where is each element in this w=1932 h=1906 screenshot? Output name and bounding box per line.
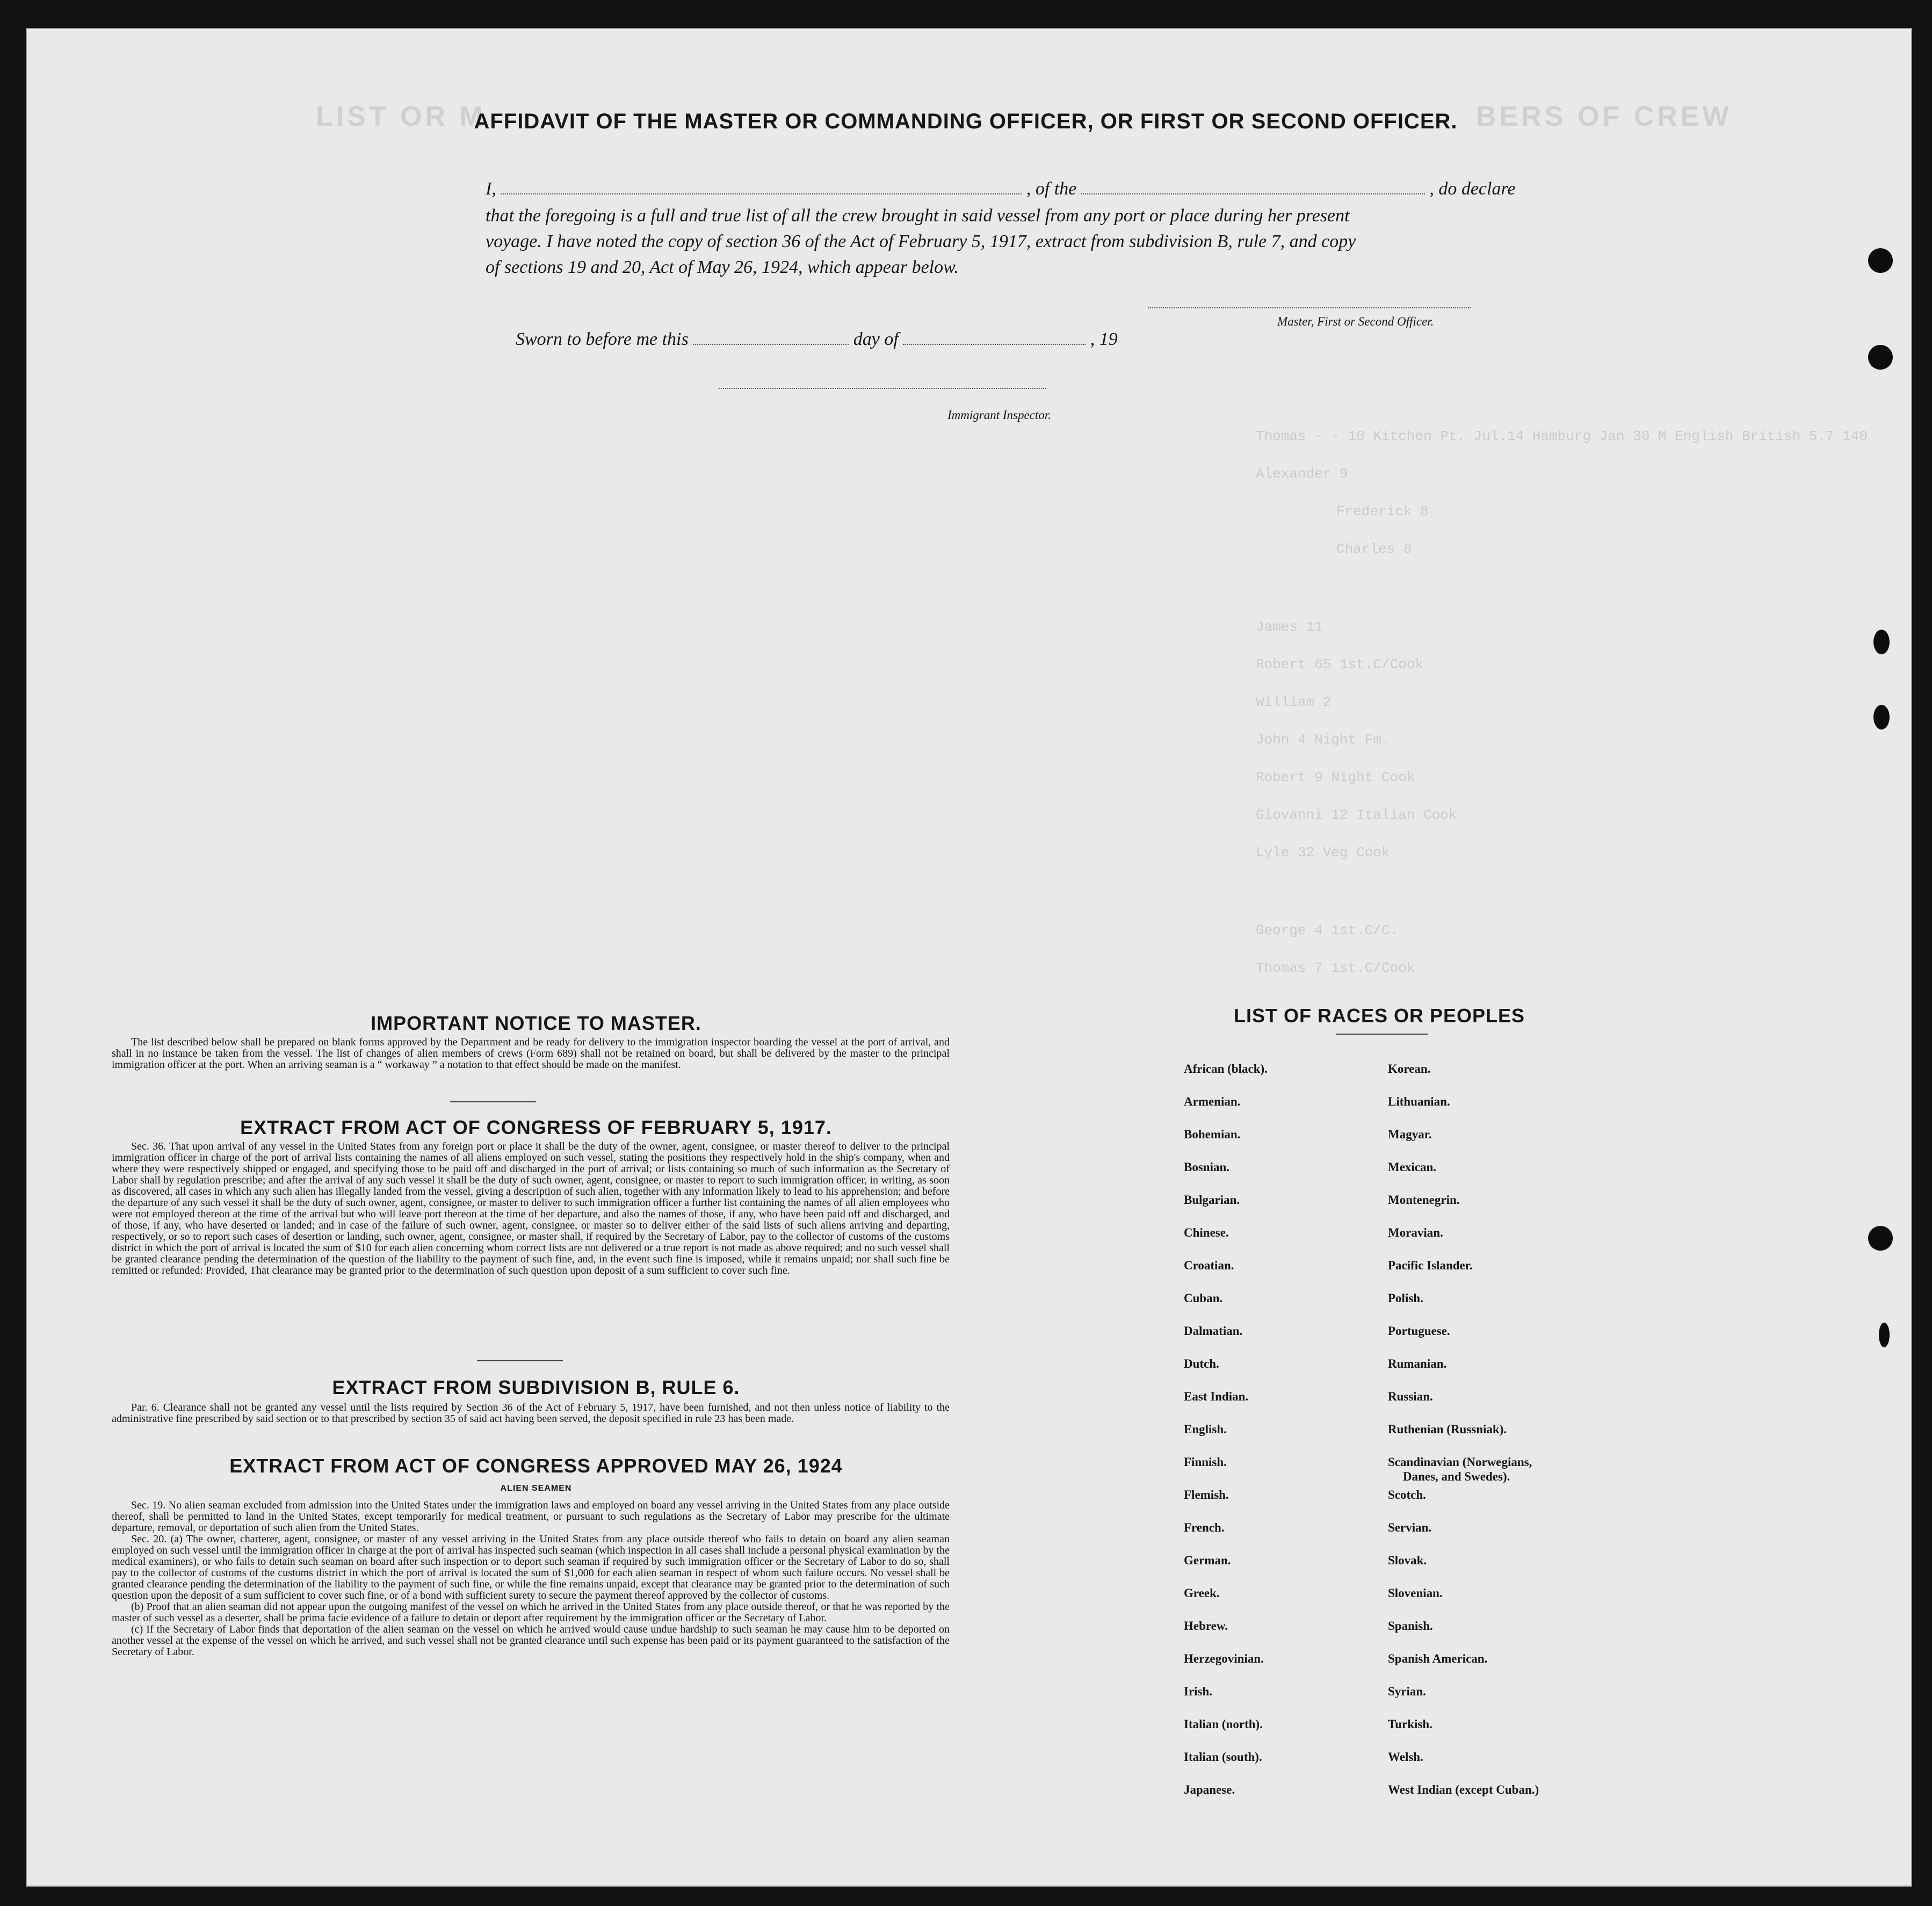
- sworn-line: [516, 329, 1118, 350]
- race-item: Scandinavian (Norwegians,: [1388, 1455, 1532, 1469]
- bleed-through-row: Giovanni 12 Italian Cook: [1256, 807, 1457, 823]
- extract-1917-paragraph: Sec. 36. That upon arrival of any vessel in the United States from any foreign port or place it shall be the duty of the owner, agent, consignee, or master thereof to deliver to the principal immigration officer in charge of the port of arrival lists containing the names of all aliens employed on such vessel, stating the positions they respectively hold in the ship's company, when and where they were respectively shipped or engaged, and specifying those to be paid off and discharged in the port of arrival; or lists containing so much of such information as the Secretary of Labor shall by regulation prescribe; and after the arrival of any such vessel it shall be the duty of such owner, agent, consignee, or master to report to such immigration officer, in writing, as soon as discovered, all cases in which any such alien has illegally landed from the vessel, giving a description of such alien, together with any information likely to lead to his apprehension; and before the departure of any such vessel it shall be the duty of such owner, agent, consignee, or master to deliver to such immigration officer a further list containing the names of all alien employees who were not employed thereon at the time of the arrival but who will leave port thereon at the time of her departure, and also the names of those, if any, who have been paid off and discharged, and of those, if any, who have deserted or landed; and in case of the failure of such owner, agent, consignee, or master so to deliver either of the said lists of such aliens arriving and departing, respectively, or so to report such cases of desertion or landing, such owner, agent, consignee, or master shall, if required by the Secretary of Labor, pay to the collector of customs of the customs district in which the port of arrival is located the sum of $10 for each alien concerning whom correct lists are not delivered or a true report is not made as above required; and no such vessel shall be granted clearance pending the determination of the question of the liability to the payment of such fine, and, in the event such fine is imposed, while it remains unpaid; nor shall such fine be remitted or refunded: Provided, That clearance may be granted prior to the determination of such question upon deposit of a sum sufficient to cover such fine.: [112, 1140, 950, 1276]
- binder-hole: [1868, 345, 1893, 370]
- bleed-through-row: Robert 9 Night Cook: [1256, 769, 1415, 785]
- extract-1917-body: [112, 1141, 950, 1276]
- race-item: Herzegovinian.: [1184, 1652, 1264, 1665]
- race-item: Dalmatian.: [1184, 1324, 1243, 1338]
- race-item: Chinese.: [1184, 1226, 1229, 1239]
- bleed-through-row: Alexander 9: [1256, 466, 1348, 482]
- race-item: Lithuanian.: [1388, 1095, 1450, 1108]
- master-signature-line[interactable]: [1148, 307, 1471, 308]
- sworn-day-blank[interactable]: [693, 329, 849, 345]
- race-item: Syrian.: [1388, 1685, 1426, 1698]
- rule6-paragraph: Par. 6. Clearance shall not be granted any vessel until the lists required by Section 36 of the Act of February 5, 1917, have been furnished, and not then unless notice of liability to the administrative fine prescribed by said section or to that prescribed by section 35 of said act having been served, the deposit specified in rule 23 has been made.: [112, 1402, 950, 1425]
- race-item: Pacific Islander.: [1388, 1259, 1473, 1272]
- bleed-through-row: Charles 8: [1336, 541, 1412, 557]
- race-item: Irish.: [1184, 1685, 1213, 1698]
- extract-1924-subtitle: ALIEN SEAMEN: [500, 1484, 572, 1493]
- affidavit-statement: [486, 203, 1538, 280]
- extract-1917-title: EXTRACT FROM ACT OF CONGRESS OF FEBRUARY 5, 1917.: [240, 1116, 832, 1138]
- race-item: Greek.: [1184, 1586, 1220, 1600]
- race-item: Croatian.: [1184, 1259, 1234, 1272]
- inspector-signature-label: Immigrant Inspector.: [947, 408, 1051, 422]
- races-title: LIST OF RACES OR PEOPLES: [1233, 1005, 1525, 1027]
- race-item: Rumanian.: [1388, 1357, 1447, 1370]
- race-item: Mexican.: [1388, 1160, 1437, 1174]
- statement-line: of sections 19 and 20, Act of May 26, 1924, which appear below.: [486, 257, 959, 277]
- declaration-i-label: I,: [486, 179, 496, 199]
- binder-hole: [1868, 1226, 1893, 1251]
- affidavit-title: AFFIDAVIT OF THE MASTER OR COMMANDING OFFICER, OR FIRST OR SECOND OFFICER.: [474, 110, 1458, 133]
- vessel-name-blank[interactable]: [1081, 178, 1425, 194]
- bleed-through-row: Lyle 32 Veg Cook: [1256, 844, 1390, 861]
- binder-hole: [1873, 630, 1890, 654]
- binder-hole: [1868, 248, 1893, 273]
- statement-line: voyage. I have noted the copy of section 36 of the Act of February 5, 1917, extract from subdivision B, rule 7, and copy: [486, 232, 1356, 251]
- notice-title: IMPORTANT NOTICE TO MASTER.: [371, 1012, 701, 1034]
- race-item: Italian (south).: [1184, 1750, 1262, 1764]
- sworn-year: , 19: [1090, 329, 1118, 349]
- extract-1924-paragraph: (c) If the Secretary of Labor finds that deportation of the alien seaman on the vessel on which he arrived would cause undue hardship to such seaman he may cause him to be deported on another vessel at the expense of the vessel on which he arrived, and such vessel shall not be granted clearance until such expense has been paid or its payment guaranteed to the satisfaction of the Secretary of Labor.: [112, 1623, 950, 1658]
- race-item: Spanish American.: [1388, 1652, 1488, 1665]
- sworn-day-of: day of: [853, 329, 899, 349]
- bleed-through-row: Thomas - - 10 Kitchen Pt. Jul.14 Hamburg Jan 30 M English British 5.7 140: [1256, 428, 1868, 444]
- race-item: Flemish.: [1184, 1488, 1229, 1501]
- race-item: Scotch.: [1388, 1488, 1426, 1501]
- declaration-of-the-label: , of the: [1026, 179, 1077, 199]
- bleed-through-row: James 11: [1256, 619, 1323, 635]
- race-item: Armenian.: [1184, 1095, 1241, 1108]
- divider: [450, 1101, 536, 1102]
- race-item: Russian.: [1388, 1390, 1433, 1403]
- rule6-title: EXTRACT FROM SUBDIVISION B, RULE 6.: [332, 1376, 740, 1398]
- race-item: Japanese.: [1184, 1783, 1235, 1796]
- bleed-through-title-right: BERS OF CREW: [1476, 101, 1732, 132]
- race-item: Spanish.: [1388, 1619, 1433, 1633]
- race-item: Welsh.: [1388, 1750, 1423, 1764]
- race-item: Danes, and Swedes).: [1403, 1470, 1510, 1483]
- bleed-through-row: William 2: [1256, 694, 1332, 710]
- divider: [1336, 1034, 1428, 1035]
- extract-1924-paragraph: (b) Proof that an alien seaman did not appear upon the outgoing manifest of the vessel on which he arrived in the United States from any place outside thereof, or that he was reported by the master of such vessel as a deserter, shall be prima facie evidence of a failure to detain or deport after requirement by the immigration officer or the Secretary of Labor.: [112, 1601, 950, 1624]
- race-item: Korean.: [1388, 1062, 1431, 1075]
- race-item: Moravian.: [1388, 1226, 1443, 1239]
- race-item: Montenegrin.: [1388, 1193, 1460, 1207]
- extract-1924-paragraph: Sec. 19. No alien seaman excluded from admission into the United States under the immigration laws and employed on board any vessel arriving in the United States from any place outside thereof, shall be permitted to land in the United States, except temporarily for medical treatment, or pursuant to such regulations as the Secretary of Labor may prescribe for the ultimate departure, removal, or deportation of such alien from the United States.: [112, 1499, 950, 1534]
- bleed-through-row: Frederick 8: [1336, 503, 1429, 519]
- race-item: Magyar.: [1388, 1128, 1432, 1141]
- race-item: Hebrew.: [1184, 1619, 1228, 1633]
- bleed-through-row: Thomas 7 1st.C/Cook: [1256, 960, 1415, 976]
- extract-1924-body: [112, 1500, 950, 1658]
- race-item: Servian.: [1388, 1521, 1432, 1534]
- sworn-prefix: Sworn to before me this: [516, 329, 689, 349]
- notice-body: [112, 1037, 950, 1071]
- race-item: Slovak.: [1388, 1554, 1427, 1567]
- declarant-name-blank[interactable]: [501, 178, 1022, 194]
- document-page: [26, 28, 1912, 1887]
- sworn-month-blank[interactable]: [903, 329, 1086, 345]
- race-item: Bohemian.: [1184, 1128, 1241, 1141]
- bleed-through-title: LIST OR M: [316, 101, 486, 132]
- race-item: Dutch.: [1184, 1357, 1219, 1370]
- race-item: English.: [1184, 1423, 1227, 1436]
- bleed-through-row: John 4 Night Fm.: [1256, 732, 1390, 748]
- master-signature-label: Master, First or Second Officer.: [1277, 315, 1434, 328]
- divider: [477, 1360, 563, 1361]
- extract-1924-title: EXTRACT FROM ACT OF CONGRESS APPROVED MAY 26, 1924: [229, 1455, 843, 1477]
- race-item: Polish.: [1388, 1291, 1423, 1305]
- race-item: Turkish.: [1388, 1717, 1432, 1731]
- declaration-line: [486, 178, 1516, 199]
- bleed-through-row: George 4 1st.C/C.: [1256, 922, 1399, 938]
- inspector-signature-line[interactable]: [719, 388, 1046, 389]
- race-item: Italian (north).: [1184, 1717, 1263, 1731]
- statement-line: that the foregoing is a full and true list of all the crew brought in said vessel from any port or place during her present: [486, 206, 1350, 226]
- declaration-do-declare-label: , do declare: [1429, 179, 1516, 199]
- race-item: Slovenian.: [1388, 1586, 1443, 1600]
- race-item: Cuban.: [1184, 1291, 1223, 1305]
- rule6-body: [112, 1402, 950, 1425]
- bleed-through-row: Robert 65 1st.C/Cook: [1256, 656, 1424, 673]
- race-item: Bulgarian.: [1184, 1193, 1240, 1207]
- race-item: Portuguese.: [1388, 1324, 1450, 1338]
- race-item: Ruthenian (Russniak).: [1388, 1423, 1507, 1436]
- race-item: Bosnian.: [1184, 1160, 1230, 1174]
- race-item: French.: [1184, 1521, 1225, 1534]
- extract-1924-paragraph: Sec. 20. (a) The owner, charterer, agent, consignee, or master of any vessel arriving in the United States from any place outside thereof who fails to detain on board any alien seaman employed on such vessel until the immigration officer in charge at the port of arrival has inspected such seaman (which inspection in all cases shall include a personal physical examination by the medical examiners), or who fails to detain such seaman on board after such inspection or to deport such seaman if required by such immigration officer or the Secretary of Labor to do so, shall pay to the collector of customs of the customs district in which the port of arrival is located the sum of $1,000 for each alien seaman in respect of whom such failure occurs. No vessel shall be granted clearance pending the determination of the liability to the payment of such fine, or while the fine remains unpaid, except that clearance may be granted prior to the determination of such question upon the deposit of a sum sufficient to cover such fine, or of a bond with sufficient surety to secure the payment thereof approved by the collector of customs.: [112, 1533, 950, 1601]
- race-item: German.: [1184, 1554, 1231, 1567]
- binder-hole: [1873, 705, 1890, 730]
- race-item: West Indian (except Cuban.): [1388, 1783, 1539, 1796]
- race-item: Finnish.: [1184, 1455, 1227, 1469]
- race-item: African (black).: [1184, 1062, 1268, 1075]
- binder-hole: [1879, 1323, 1890, 1347]
- race-item: East Indian.: [1184, 1390, 1249, 1403]
- notice-paragraph: The list described below shall be prepared on blank forms approved by the Department and be ready for delivery to the immigration inspector boarding the vessel at the port of arrival, and shall in no instance be taken from the vessel. The list of changes of alien members of crews (Form 689) shall not be retained on board, but shall be delivered by the master to the principal immigration officer at the port. When an arriving seaman is a “ workaway ” a notation to that effect should be made on the manifest.: [112, 1036, 950, 1071]
